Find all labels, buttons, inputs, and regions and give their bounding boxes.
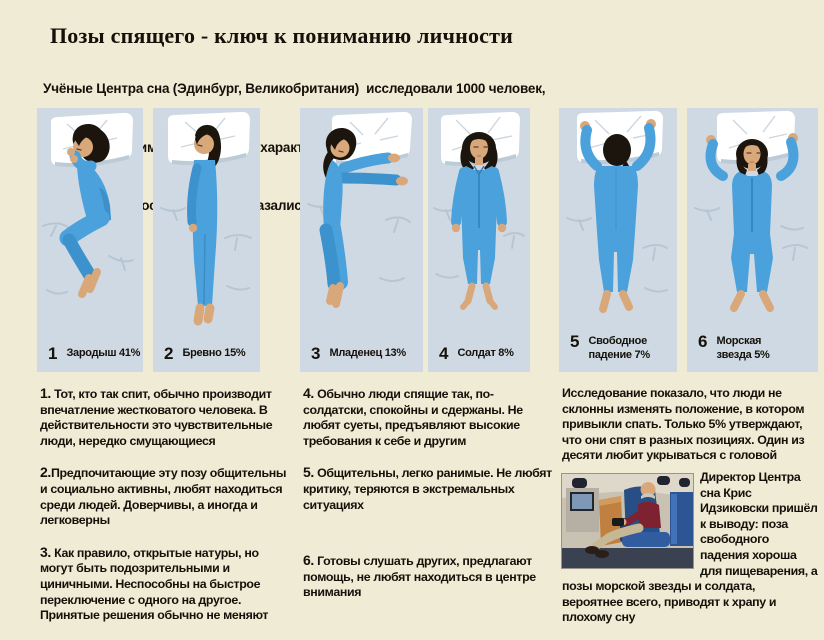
pose-name: Младенец 13% bbox=[329, 347, 406, 359]
photo-caption: Директор Центра сна Крис Идзиковски пришёл к выводу: поза свободного падения хороша для пищеварения, а позы морской звезды и солдата, вероятнее всего, приводят к храпу и плохому сну bbox=[562, 469, 818, 625]
pose-description-6 bbox=[303, 553, 553, 601]
subtitle-line-3: оказались bbox=[242, 198, 310, 213]
description-text: Готовы слушать других, предлагают помощь, не любят находиться в центре внимания bbox=[303, 554, 536, 600]
pose-panel-log bbox=[153, 108, 260, 372]
pose-label-soldier bbox=[439, 345, 526, 362]
pose-panel-starfish bbox=[687, 108, 818, 372]
pose-description-5 bbox=[303, 465, 553, 513]
pose-description-1 bbox=[40, 386, 292, 449]
pose-number: 5 bbox=[570, 332, 580, 351]
pose-number: 4 bbox=[439, 344, 449, 363]
freefall-pose-illustration bbox=[559, 108, 677, 336]
subtitle-line-2: любимые bbox=[111, 139, 176, 155]
pose-name: Бревно 15% bbox=[182, 347, 246, 359]
pose-panel-fetus bbox=[37, 108, 143, 372]
pose-number: 2 bbox=[164, 344, 174, 363]
pose-label-yearner bbox=[311, 345, 419, 362]
description-number: 6. bbox=[303, 552, 314, 569]
fetus-pose-illustration bbox=[37, 108, 143, 336]
descriptions-column-1 bbox=[40, 386, 292, 640]
description-number: 5. bbox=[303, 464, 314, 481]
description-number: 2. bbox=[40, 464, 51, 481]
yearner-pose-illustration bbox=[300, 108, 423, 336]
log-pose-illustration bbox=[153, 108, 260, 336]
research-column bbox=[562, 386, 818, 626]
pose-name: Морская звезда 5% bbox=[716, 335, 770, 361]
pose-panel-soldier bbox=[428, 108, 530, 372]
starfish-pose-illustration bbox=[687, 108, 818, 336]
pose-name: Свободное падение 7% bbox=[588, 335, 650, 361]
soldier-pose-illustration bbox=[428, 108, 530, 336]
pose-description-2 bbox=[40, 465, 292, 528]
photo-chris-idzikowski-airplane-seat bbox=[562, 474, 693, 568]
pose-number: 1 bbox=[48, 344, 58, 363]
pose-name: Зародыш 41% bbox=[66, 347, 141, 359]
pose-number: 6 bbox=[698, 332, 708, 351]
pose-description-4 bbox=[303, 386, 553, 449]
descriptions-column-2 bbox=[303, 386, 553, 617]
description-text: Тот, кто так спит, обычно производит впечатление жестковатого человека. В действительности это чувствительные люди, нередко смущающиеся bbox=[40, 387, 273, 448]
photo-caption-block bbox=[562, 470, 818, 626]
description-text: Общительны, легко ранимые. Не любят критику, теряются в экстремальных ситуациях bbox=[303, 466, 552, 512]
description-text: Обычно люди спящие так, по-солдатски, спокойны и сдержаны. Не любят суеты, предъявляют высокие требования к себе и другим bbox=[303, 387, 523, 448]
pose-label-freefall bbox=[570, 333, 673, 362]
research-note: Исследование показало, что люди не склонны изменять положение, в котором привыкли спать. Только 5% утверждают, что они спят в разных позициях. Один из десяти любит укрываться с головой bbox=[562, 386, 805, 463]
pose-panel-freefall bbox=[559, 108, 677, 372]
pose-panel-yearner bbox=[300, 108, 423, 372]
pose-label-starfish bbox=[698, 333, 814, 362]
pose-number: 3 bbox=[311, 344, 321, 363]
description-number: 1. bbox=[40, 385, 51, 401]
pose-name: Солдат 8% bbox=[457, 347, 514, 359]
description-number: 4. bbox=[303, 385, 314, 401]
description-text: Как правило, открытые натуры, но могут быть подозрительными и циничными. Неспособны на быстрое переключение с одного на другое. Принятые решения обычно не меняют bbox=[40, 545, 269, 623]
page-title: Позы спящего - ключ к пониманию личности bbox=[50, 22, 514, 48]
subtitle-line-1: Учёные Центра сна (Эдинбург, Великобритания) исследовали 1000 человек, bbox=[43, 81, 546, 96]
description-text: Предпочитающие эту позу общительны и социально активны, любят находиться среди людей. Доверчивы, а иногда и легковерны bbox=[40, 466, 287, 528]
pose-label-fetus bbox=[48, 345, 139, 362]
pose-label-log bbox=[164, 345, 256, 362]
pose-description-3 bbox=[40, 545, 292, 624]
description-number: 3. bbox=[40, 543, 51, 560]
